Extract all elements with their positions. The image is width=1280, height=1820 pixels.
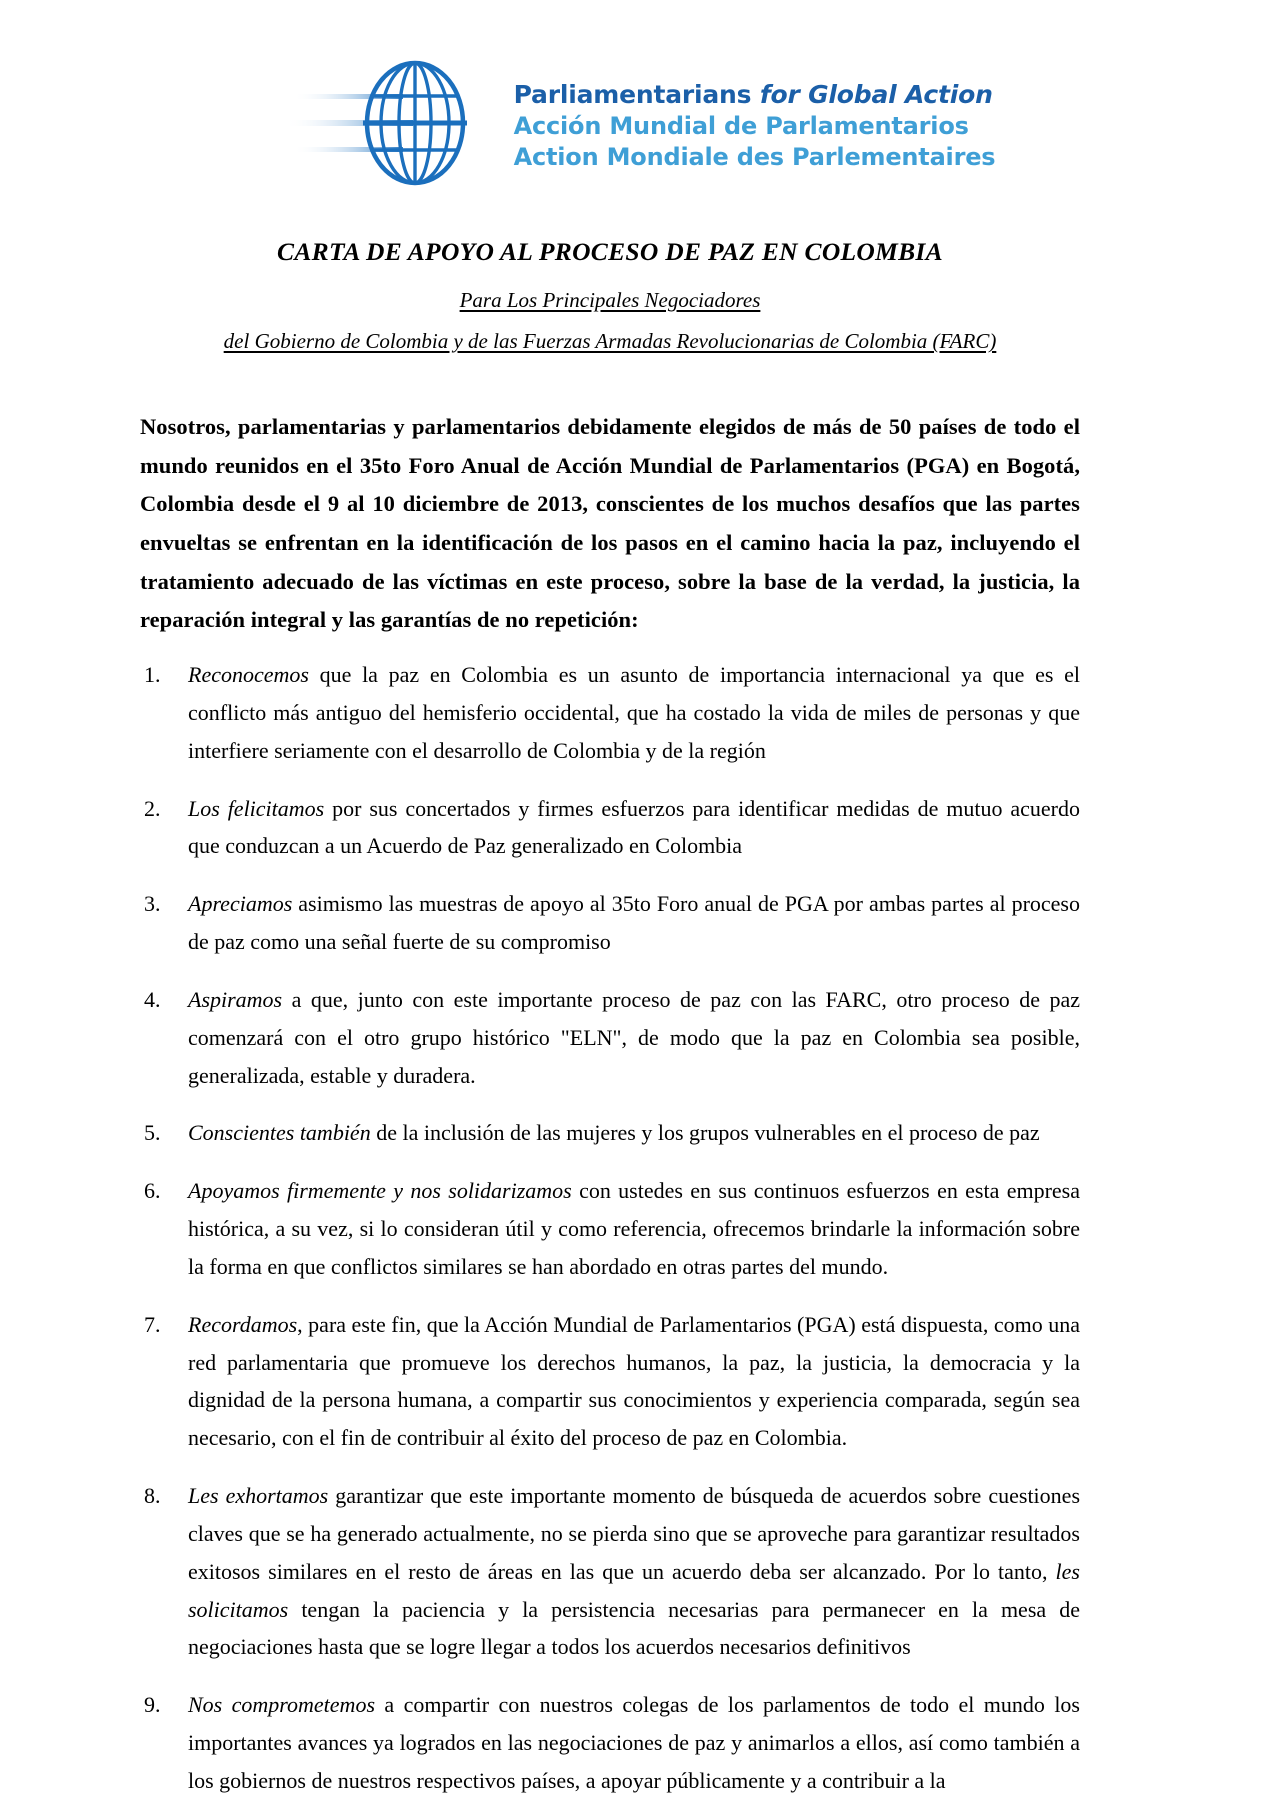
list-item-rest: a que, junto con este importante proceso de paz con las FARC, otro proceso de paz comenzará con el otro grupo histórico "ELN", de modo que la paz en Colombia sea posible, generalizada, estable y duradera. [188,986,1080,1088]
list-item-lead: Recordamos [188,1311,298,1337]
list-item-inline-emphasis: les solicitamos [188,1558,1080,1622]
list-item [140,981,1080,1094]
list-item [140,1306,1080,1457]
logo-line-french: Action Mondiale des Parlementaires [513,142,996,171]
list-item-rest: , para este fin, que la Acción Mundial de Parlamentarios (PGA) está dispuesta, como una red parlamentaria que promueve los derechos humanos, la paz, la justicia, la democracia y la dignidad de la persona humana, a compartir sus conocimientos y experiencia comparada, según sea necesario, con el fin de contribuir al éxito del proceso de paz en Colombia. [188,1311,1080,1451]
list-item-lead: Apoyamos firmemente y nos solidarizamos [188,1178,572,1204]
list-item-text [188,1172,1080,1285]
list-item-number: 2. [144,795,161,821]
list-item-rest: a compartir con nuestros colegas de los parlamentos de todo el mundo los importantes avances ya logrados en las negociaciones de paz y animarlos a ellos, así como también a los gobiernos de nuestros respectivos países, a apoyar públicamente y a contribuir a la [188,1692,1080,1793]
list-item [140,1686,1080,1799]
list-item-lead: Nos comprometemos [188,1692,376,1718]
list-item-lead: Apreciamos [188,891,293,917]
organization-logo [0,58,1280,188]
list-item-text [188,656,1080,769]
list-item-number: 4. [144,986,161,1012]
list-item [140,656,1080,769]
list-item-lead: Aspiramos [188,986,283,1012]
numbered-list [140,656,1080,1800]
intro-paragraph: Nosotros, parlamentarias y parlamentarios debidamente elegidos de más de 50 países de todo el mundo reunidos en el 35to Foro Anual de Acción Mundial de Parlamentarios (PGA) en Bogotá, Colombia desde el 9 al 10 diciembre de 2013, conscientes de los muchos desafíos que las partes envueltas se enfrentan en la identificación de los pasos en el camino hacia la paz, incluyendo el tratamiento adecuado de las víctimas en este proceso, sobre la base de la verdad, la justicia, la reparación integral y las garantías de no repetición: [140,414,1080,633]
list-item-rest: asimismo las muestras de apoyo al 35to Foro anual de PGA por ambas partes al proceso de paz como una señal fuerte de su compromiso [188,891,1080,955]
list-item-text [188,1114,1080,1152]
list-item-number: 3. [144,891,161,917]
list-item-text [188,1686,1080,1799]
globe-icon [285,58,500,188]
list-item [140,1477,1080,1666]
list-item-rest: con ustedes en sus continuos esfuerzos en esta empresa histórica, a su vez, si lo consideran útil y como referencia, ofrecemos brindarle la información sobre la forma en que conflictos similares se han abordado en otras partes del mundo. [188,1178,1080,1279]
list-item-text [188,1477,1080,1666]
list-item-number: 9. [144,1692,161,1718]
list-item-rest: por sus concertados y firmes esfuerzos para identificar medidas de mutuo acuerdo que conduzcan a un Acuerdo de Paz generalizado en Colombia [188,795,1080,859]
list-item-number: 5. [144,1120,161,1146]
logo-line-english: Parliamentarians for Global Action [513,79,993,109]
list-item [140,790,1080,866]
document-title: CARTA DE APOYO AL PROCESO DE PAZ EN COLOMBIA [277,237,943,266]
list-item-number: 6. [144,1178,161,1204]
list-item-number: 1. [144,662,161,688]
list-item [140,1172,1080,1285]
list-item-text [188,790,1080,866]
list-item-number: 7. [144,1311,161,1337]
document-body [140,408,1080,1820]
list-item-text [188,1306,1080,1457]
logo-line-spanish: Acción Mundial de Parlamentarios [513,111,969,140]
title-block [140,238,1080,354]
list-item-lead: Conscientes también [188,1120,371,1146]
list-item-lead: Los felicitamos [188,795,325,821]
list-item-text [188,885,1080,961]
list-item-lead: Reconocemos [188,662,309,688]
document-subtitle-line2: del Gobierno de Colombia y de las Fuerzas Armadas Revolucionarias de Colombia (FARC) [223,329,997,354]
list-item [140,885,1080,961]
list-item-lead: Les exhortamos [188,1483,329,1509]
list-item-rest: garantizar que este importante momento de búsqueda de acuerdos sobre cuestiones claves que se ha generado actualmente, no se pierda sino que se aproveche para garantizar resultados exitosos similares en el resto de áreas en las que un acuerdo deba ser alcanzado. Por lo tanto, [188,1483,1080,1584]
list-item-rest-continued: tengan la paciencia y la persistencia necesarias para permanecer en la mesa de negociaciones hasta que se logre llegar a todos los acuerdos necesarios definitivos [188,1596,1080,1660]
list-item-rest: de la inclusión de las mujeres y los grupos vulnerables en el proceso de paz [370,1120,1040,1146]
list-item [140,1114,1080,1152]
list-item-number: 8. [144,1483,161,1509]
list-item-text [188,981,1080,1094]
document-subtitle-line1: Para Los Principales Negociadores [459,288,761,313]
list-item-rest: que la paz en Colombia es un asunto de importancia internacional ya que es el conflicto más antiguo del hemisferio occidental, que ha costado la vida de miles de personas y que interfiere seriamente con el desarrollo de Colombia y de la región [188,662,1080,763]
